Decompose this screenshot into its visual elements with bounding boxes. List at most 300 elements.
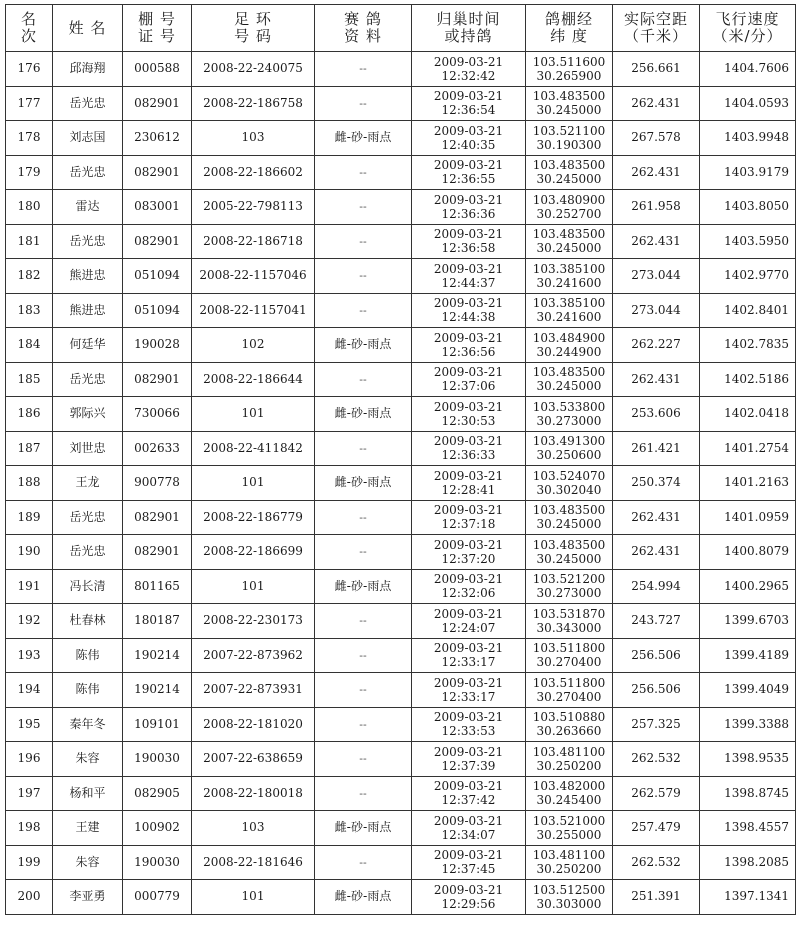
cell-line: 103.510880 [532,710,606,725]
distance-cell: 262.227 [613,328,700,363]
cell-line: 2009-03-21 [433,330,504,345]
cell-line: 12:36:36 [441,206,496,221]
race-results-table [5,4,796,915]
rank-cell: 188 [6,466,53,501]
ring-number-cell: 2008-22-186779 [192,500,315,535]
cell-line: 30.250200 [536,758,602,773]
name-cell: 刘世忠 [53,431,123,466]
pigeon-info-cell: -- [315,224,412,259]
loft-id-cell: 002633 [123,431,192,466]
cell-line: 103.521200 [532,572,606,587]
loft-id-cell: 082901 [123,155,192,190]
ring-number-cell: 2008-22-180018 [192,776,315,811]
coordinates-cell [526,673,613,708]
name-cell: 冯长清 [53,569,123,604]
coordinates-cell [526,707,613,742]
cell-line: 2009-03-21 [433,675,504,690]
name-cell: 邱海翔 [53,52,123,87]
table-row [6,293,796,328]
cell-line: 2009-03-21 [433,123,504,138]
cell-line: 12:29:56 [441,896,496,911]
cell-line: 103.511800 [532,675,606,690]
coordinates-cell [526,811,613,846]
header-pigeon-info [315,5,412,52]
speed-cell: 1397.1341 [700,880,796,915]
cell-line: 12:37:45 [441,862,496,877]
cell-line: 2009-03-21 [433,192,504,207]
header-line: 实际空距 [623,10,688,28]
cell-line: 30.245000 [536,241,602,256]
pigeon-info-cell: -- [315,155,412,190]
rank-cell: 194 [6,673,53,708]
cell-line: 2009-03-21 [433,537,504,552]
cell-line: 12:37:39 [441,758,496,773]
coordinates-cell [526,121,613,156]
header-loft-id [123,5,192,52]
rank-cell: 187 [6,431,53,466]
distance-cell: 257.325 [613,707,700,742]
name-cell: 岳光忠 [53,362,123,397]
header-line: 次 [20,27,37,45]
cell-line: 103.481100 [532,848,606,863]
coordinates-cell [526,362,613,397]
speed-cell: 1401.2754 [700,431,796,466]
loft-id-cell: 190030 [123,742,192,777]
distance-cell: 262.431 [613,535,700,570]
coordinates-cell [526,604,613,639]
ring-number-cell: 2008-22-1157041 [192,293,315,328]
cell-line: 30.270400 [536,655,602,670]
header-line: 飞行速度 [715,10,780,28]
ring-number-cell: 2008-22-1157046 [192,259,315,294]
rank-cell: 198 [6,811,53,846]
rank-cell: 185 [6,362,53,397]
distance-cell: 253.606 [613,397,700,432]
header-line: 资 料 [344,27,382,45]
header-line: 姓 名 [68,18,107,37]
cell-line: 103.521000 [532,813,606,828]
header-rank [6,5,53,52]
cell-line: 12:33:53 [441,724,496,739]
cell-line: 103.481100 [532,744,606,759]
distance-cell: 256.506 [613,638,700,673]
speed-cell: 1400.2965 [700,569,796,604]
distance-cell: 262.431 [613,155,700,190]
speed-cell: 1399.4049 [700,673,796,708]
pigeon-info-cell: -- [315,742,412,777]
speed-cell: 1398.4557 [700,811,796,846]
coordinates-cell [526,742,613,777]
cell-line: 30.273000 [536,413,602,428]
name-cell: 朱容 [53,845,123,880]
distance-cell: 251.391 [613,880,700,915]
arrival-time-cell [412,86,526,121]
header-line: 棚 号 [138,10,176,28]
name-cell: 秦年冬 [53,707,123,742]
table-header [6,5,796,52]
speed-cell: 1403.9179 [700,155,796,190]
distance-cell: 256.506 [613,673,700,708]
pigeon-info-cell: -- [315,673,412,708]
results-table-container [5,4,796,915]
table-row [6,535,796,570]
speed-cell: 1401.2163 [700,466,796,501]
cell-line: 12:44:38 [441,310,496,325]
loft-id-cell: 082901 [123,535,192,570]
table-row [6,845,796,880]
pigeon-info-cell: -- [315,604,412,639]
table-row [6,673,796,708]
speed-cell: 1399.4189 [700,638,796,673]
cell-line: 2009-03-21 [433,572,504,587]
speed-cell: 1402.0418 [700,397,796,432]
loft-id-cell: 190214 [123,638,192,673]
rank-cell: 190 [6,535,53,570]
header-line: 名 [20,10,37,28]
name-cell: 陈伟 [53,638,123,673]
cell-line: 2009-03-21 [433,399,504,414]
cell-line: 12:34:07 [441,827,496,842]
table-row [6,362,796,397]
cell-line: 12:36:33 [441,448,496,463]
table-row [6,880,796,915]
rank-cell: 180 [6,190,53,225]
cell-line: 2009-03-21 [433,227,504,242]
cell-line: 103.484900 [532,330,606,345]
cell-line: 12:32:06 [441,586,496,601]
cell-line: 12:36:55 [441,172,496,187]
pigeon-info-cell: -- [315,52,412,87]
loft-id-cell: 190214 [123,673,192,708]
cell-line: 12:28:41 [441,482,496,497]
speed-cell: 1400.8079 [700,535,796,570]
coordinates-cell [526,845,613,880]
cell-line: 30.270400 [536,689,602,704]
cell-line: 30.273000 [536,586,602,601]
loft-id-cell: 082901 [123,86,192,121]
speed-cell: 1404.7606 [700,52,796,87]
name-cell: 郭际兴 [53,397,123,432]
ring-number-cell: 2007-22-638659 [192,742,315,777]
arrival-time-cell [412,362,526,397]
header-line: 号 码 [234,27,272,45]
ring-number-cell: 2008-22-230173 [192,604,315,639]
arrival-time-cell [412,155,526,190]
pigeon-info-cell: 雌-砂-雨点 [315,466,412,501]
pigeon-info-cell: 雌-砂-雨点 [315,880,412,915]
name-cell: 雷达 [53,190,123,225]
pigeon-info-cell: -- [315,293,412,328]
ring-number-cell: 2008-22-186718 [192,224,315,259]
arrival-time-cell [412,224,526,259]
coordinates-cell [526,431,613,466]
distance-cell: 256.661 [613,52,700,87]
rank-cell: 181 [6,224,53,259]
speed-cell: 1402.8401 [700,293,796,328]
coordinates-cell [526,293,613,328]
cell-line: 12:44:37 [441,275,496,290]
coordinates-cell [526,500,613,535]
speed-cell: 1403.5950 [700,224,796,259]
table-row [6,328,796,363]
rank-cell: 178 [6,121,53,156]
cell-line: 103.385100 [532,261,606,276]
distance-cell: 243.727 [613,604,700,639]
cell-line: 30.245000 [536,517,602,532]
ring-number-cell: 103 [192,121,315,156]
pigeon-info-cell: -- [315,190,412,225]
rank-cell: 189 [6,500,53,535]
header-line: 赛 鸽 [344,10,382,28]
name-cell: 岳光忠 [53,155,123,190]
rank-cell: 186 [6,397,53,432]
loft-id-cell: 051094 [123,259,192,294]
loft-id-cell: 082905 [123,776,192,811]
header-line: 证 号 [138,27,176,45]
rank-cell: 176 [6,52,53,87]
cell-line: 2009-03-21 [433,813,504,828]
speed-cell: 1398.9535 [700,742,796,777]
speed-cell: 1402.9770 [700,259,796,294]
pigeon-info-cell: -- [315,707,412,742]
arrival-time-cell [412,845,526,880]
ring-number-cell: 2005-22-798113 [192,190,315,225]
cell-line: 30.255000 [536,827,602,842]
cell-line: 2009-03-21 [433,606,504,621]
cell-line: 2009-03-21 [433,710,504,725]
name-cell: 王建 [53,811,123,846]
cell-line: 30.245400 [536,793,602,808]
distance-cell: 261.421 [613,431,700,466]
cell-line: 12:36:58 [441,241,496,256]
distance-cell: 267.578 [613,121,700,156]
cell-line: 30.302040 [536,482,602,497]
name-cell: 岳光忠 [53,86,123,121]
cell-line: 30.303000 [536,896,602,911]
cell-line: 103.483500 [532,537,606,552]
cell-line: 103.491300 [532,434,606,449]
cell-line: 12:33:17 [441,655,496,670]
cell-line: 103.524070 [532,468,606,483]
cell-line: 103.511600 [532,54,606,69]
loft-id-cell: 190030 [123,845,192,880]
distance-cell: 273.044 [613,259,700,294]
coordinates-cell [526,397,613,432]
cell-line: 103.531870 [532,606,606,621]
cell-line: 12:36:56 [441,344,496,359]
table-row [6,52,796,87]
name-cell: 熊进忠 [53,259,123,294]
rank-cell: 195 [6,707,53,742]
cell-line: 30.245000 [536,379,602,394]
ring-number-cell: 102 [192,328,315,363]
loft-id-cell: 730066 [123,397,192,432]
coordinates-cell [526,259,613,294]
speed-cell: 1398.8745 [700,776,796,811]
cell-line: 2009-03-21 [433,848,504,863]
ring-number-cell: 2007-22-873931 [192,673,315,708]
ring-number-cell: 101 [192,466,315,501]
cell-line: 12:33:17 [441,689,496,704]
header-line: （米/分） [712,27,783,45]
pigeon-info-cell: -- [315,776,412,811]
loft-id-cell: 083001 [123,190,192,225]
table-row [6,86,796,121]
table-row [6,431,796,466]
table-row [6,638,796,673]
speed-cell: 1404.0593 [700,86,796,121]
cell-line: 30.245000 [536,103,602,118]
arrival-time-cell [412,880,526,915]
coordinates-cell [526,776,613,811]
table-row [6,190,796,225]
cell-line: 2009-03-21 [433,468,504,483]
cell-line: 30.250200 [536,862,602,877]
cell-line: 12:24:07 [441,620,496,635]
table-row [6,500,796,535]
loft-id-cell: 180187 [123,604,192,639]
name-cell: 岳光忠 [53,535,123,570]
arrival-time-cell [412,776,526,811]
name-cell: 李亚勇 [53,880,123,915]
pigeon-info-cell: -- [315,535,412,570]
distance-cell: 261.958 [613,190,700,225]
distance-cell: 262.431 [613,86,700,121]
arrival-time-cell [412,569,526,604]
rank-cell: 196 [6,742,53,777]
table-row [6,121,796,156]
ring-number-cell: 2007-22-873962 [192,638,315,673]
name-cell: 何廷华 [53,328,123,363]
loft-id-cell: 082901 [123,224,192,259]
cell-line: 103.483500 [532,365,606,380]
speed-cell: 1402.7835 [700,328,796,363]
arrival-time-cell [412,259,526,294]
ring-number-cell: 2008-22-411842 [192,431,315,466]
table-row [6,259,796,294]
cell-line: 30.245000 [536,551,602,566]
speed-cell: 1403.9948 [700,121,796,156]
cell-line: 103.521100 [532,123,606,138]
cell-line: 12:32:42 [441,68,496,83]
cell-line: 103.483500 [532,503,606,518]
pigeon-info-cell: -- [315,362,412,397]
cell-line: 2009-03-21 [433,296,504,311]
table-row [6,742,796,777]
speed-cell: 1399.6703 [700,604,796,639]
rank-cell: 184 [6,328,53,363]
pigeon-info-cell: -- [315,259,412,294]
name-cell: 熊进忠 [53,293,123,328]
cell-line: 12:37:18 [441,517,496,532]
loft-id-cell: 051094 [123,293,192,328]
ring-number-cell: 2008-22-181646 [192,845,315,880]
rank-cell: 193 [6,638,53,673]
cell-line: 2009-03-21 [433,365,504,380]
ring-number-cell: 101 [192,880,315,915]
table-row [6,155,796,190]
cell-line: 30.245000 [536,172,602,187]
pigeon-info-cell: 雌-砂-雨点 [315,811,412,846]
ring-number-cell: 2008-22-186644 [192,362,315,397]
pigeon-info-cell: -- [315,845,412,880]
pigeon-info-cell: 雌-砂-雨点 [315,328,412,363]
header-distance [613,5,700,52]
coordinates-cell [526,224,613,259]
rank-cell: 199 [6,845,53,880]
header-line: （千米） [623,27,688,45]
loft-id-cell: 000779 [123,880,192,915]
cell-line: 103.511800 [532,641,606,656]
ring-number-cell: 2008-22-186699 [192,535,315,570]
arrival-time-cell [412,52,526,87]
cell-line: 103.385100 [532,296,606,311]
coordinates-cell [526,190,613,225]
arrival-time-cell [412,121,526,156]
name-cell: 陈伟 [53,673,123,708]
rank-cell: 177 [6,86,53,121]
distance-cell: 250.374 [613,466,700,501]
cell-line: 2009-03-21 [433,261,504,276]
rank-cell: 179 [6,155,53,190]
cell-line: 30.241600 [536,310,602,325]
rank-cell: 182 [6,259,53,294]
coordinates-cell [526,569,613,604]
cell-line: 30.265900 [536,68,602,83]
ring-number-cell: 2008-22-186602 [192,155,315,190]
coordinates-cell [526,638,613,673]
pigeon-info-cell: -- [315,86,412,121]
coordinates-cell [526,535,613,570]
loft-id-cell: 100902 [123,811,192,846]
arrival-time-cell [412,638,526,673]
cell-line: 103.483500 [532,89,606,104]
arrival-time-cell [412,604,526,639]
table-row [6,466,796,501]
distance-cell: 254.994 [613,569,700,604]
distance-cell: 257.479 [613,811,700,846]
distance-cell: 262.431 [613,500,700,535]
distance-cell: 273.044 [613,293,700,328]
loft-id-cell: 082901 [123,500,192,535]
arrival-time-cell [412,500,526,535]
name-cell: 岳光忠 [53,224,123,259]
table-row [6,776,796,811]
name-cell: 岳光忠 [53,500,123,535]
rank-cell: 183 [6,293,53,328]
arrival-time-cell [412,673,526,708]
ring-number-cell: 101 [192,397,315,432]
speed-cell: 1403.8050 [700,190,796,225]
cell-line: 103.483500 [532,158,606,173]
cell-line: 2009-03-21 [433,503,504,518]
loft-id-cell: 000588 [123,52,192,87]
loft-id-cell: 190028 [123,328,192,363]
ring-number-cell: 101 [192,569,315,604]
header-speed [700,5,796,52]
cell-line: 30.244900 [536,344,602,359]
ring-number-cell: 2008-22-186758 [192,86,315,121]
ring-number-cell: 2008-22-240075 [192,52,315,87]
cell-line: 103.480900 [532,192,606,207]
coordinates-cell [526,52,613,87]
header-arrival-time [412,5,526,52]
arrival-time-cell [412,190,526,225]
header-line: 纬 度 [550,27,588,45]
speed-cell: 1401.0959 [700,500,796,535]
name-cell: 王龙 [53,466,123,501]
arrival-time-cell [412,742,526,777]
